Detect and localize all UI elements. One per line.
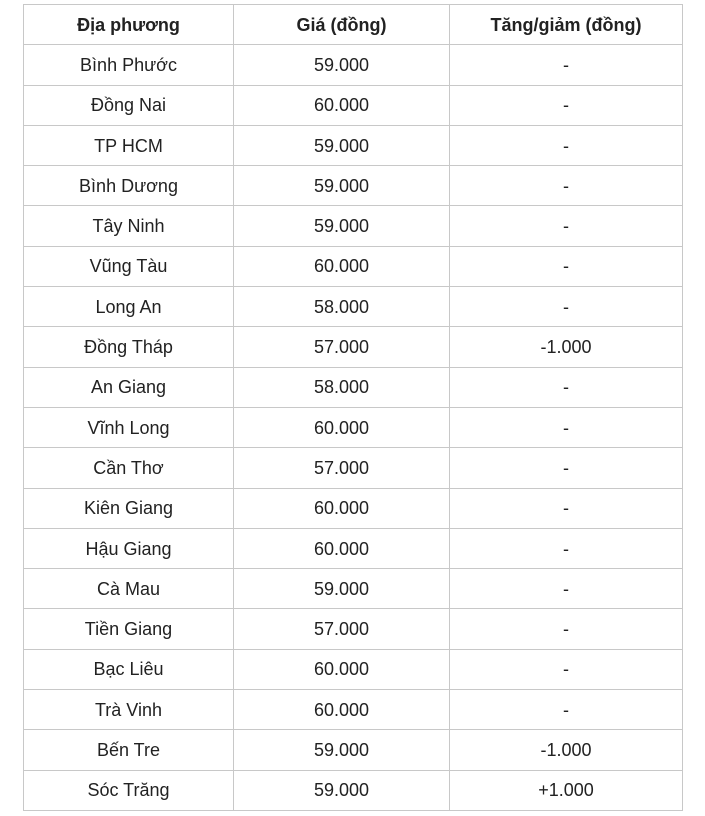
- cell-price: 59.000: [234, 569, 450, 609]
- cell-price: 57.000: [234, 327, 450, 367]
- cell-region: Đồng Tháp: [24, 327, 234, 367]
- table-row: [24, 85, 683, 125]
- cell-change: -: [450, 407, 683, 447]
- cell-change: -: [450, 166, 683, 206]
- cell-price: 59.000: [234, 206, 450, 246]
- cell-price: 60.000: [234, 528, 450, 568]
- table-row: [24, 407, 683, 447]
- cell-change: -: [450, 609, 683, 649]
- cell-price: 58.000: [234, 367, 450, 407]
- cell-price: 59.000: [234, 730, 450, 770]
- cell-price: 60.000: [234, 649, 450, 689]
- cell-price: 60.000: [234, 246, 450, 286]
- table-row: [24, 528, 683, 568]
- cell-price: 60.000: [234, 488, 450, 528]
- cell-change: -1.000: [450, 327, 683, 367]
- table-header-row: [24, 5, 683, 45]
- cell-region: Sóc Trăng: [24, 770, 234, 810]
- table-row: [24, 367, 683, 407]
- cell-price: 57.000: [234, 448, 450, 488]
- price-table-container: [23, 4, 682, 811]
- table-row: [24, 730, 683, 770]
- cell-price: 59.000: [234, 770, 450, 810]
- cell-region: Bạc Liêu: [24, 649, 234, 689]
- cell-region: Bình Phước: [24, 45, 234, 85]
- cell-change: -: [450, 367, 683, 407]
- cell-price: 60.000: [234, 690, 450, 730]
- cell-price: 57.000: [234, 609, 450, 649]
- cell-region: Tây Ninh: [24, 206, 234, 246]
- cell-change: -: [450, 206, 683, 246]
- table-row: [24, 770, 683, 810]
- cell-price: 58.000: [234, 287, 450, 327]
- table-row: [24, 206, 683, 246]
- cell-region: Đồng Nai: [24, 85, 234, 125]
- cell-region: Bình Dương: [24, 166, 234, 206]
- cell-region: Cần Thơ: [24, 448, 234, 488]
- cell-region: Tiền Giang: [24, 609, 234, 649]
- cell-change: -: [450, 488, 683, 528]
- table-row: [24, 125, 683, 165]
- column-header-region: Địa phương: [24, 5, 234, 45]
- cell-change: -: [450, 649, 683, 689]
- cell-change: -: [450, 528, 683, 568]
- cell-change: -: [450, 246, 683, 286]
- table-row: [24, 327, 683, 367]
- table-row: [24, 569, 683, 609]
- cell-price: 59.000: [234, 45, 450, 85]
- column-header-price: Giá (đồng): [234, 5, 450, 45]
- cell-region: An Giang: [24, 367, 234, 407]
- cell-region: Kiên Giang: [24, 488, 234, 528]
- cell-price: 59.000: [234, 125, 450, 165]
- cell-region: Trà Vinh: [24, 690, 234, 730]
- cell-price: 59.000: [234, 166, 450, 206]
- table-row: [24, 448, 683, 488]
- cell-change: -: [450, 287, 683, 327]
- cell-region: Cà Mau: [24, 569, 234, 609]
- cell-change: -: [450, 45, 683, 85]
- cell-change: +1.000: [450, 770, 683, 810]
- cell-region: Vũng Tàu: [24, 246, 234, 286]
- table-row: [24, 690, 683, 730]
- table-row: [24, 246, 683, 286]
- table-row: [24, 287, 683, 327]
- column-header-change: Tăng/giảm (đồng): [450, 5, 683, 45]
- cell-change: -: [450, 690, 683, 730]
- table-row: [24, 166, 683, 206]
- cell-region: TP HCM: [24, 125, 234, 165]
- cell-change: -1.000: [450, 730, 683, 770]
- cell-region: Bến Tre: [24, 730, 234, 770]
- price-table: [23, 4, 683, 811]
- table-row: [24, 488, 683, 528]
- cell-change: -: [450, 125, 683, 165]
- table-row: [24, 649, 683, 689]
- cell-region: Vĩnh Long: [24, 407, 234, 447]
- table-row: [24, 609, 683, 649]
- table-row: [24, 45, 683, 85]
- cell-price: 60.000: [234, 407, 450, 447]
- cell-change: -: [450, 448, 683, 488]
- table-body: [24, 45, 683, 811]
- cell-region: Long An: [24, 287, 234, 327]
- cell-price: 60.000: [234, 85, 450, 125]
- cell-change: -: [450, 569, 683, 609]
- cell-change: -: [450, 85, 683, 125]
- cell-region: Hậu Giang: [24, 528, 234, 568]
